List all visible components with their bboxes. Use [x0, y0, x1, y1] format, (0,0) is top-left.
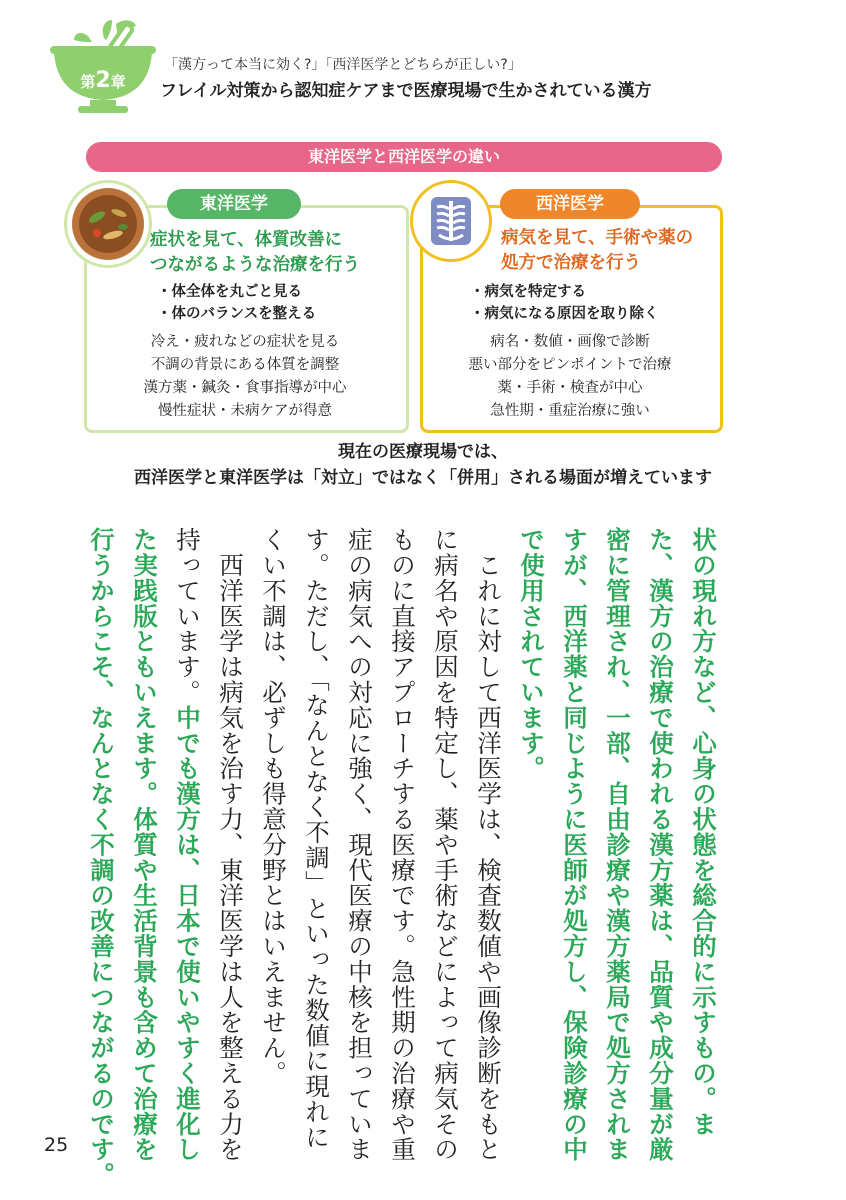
- east-medicine-label: 東洋医学: [167, 189, 301, 219]
- east-point: ・体のバランスを整える: [157, 306, 317, 322]
- west-item: 薬・手術・検査が中心: [497, 380, 643, 396]
- body-column: す。ただし、「なんとなく不調」といった数値に現れに: [302, 527, 331, 1150]
- body-column: 密に管理され、一部、自由診療や漢方薬局で処方されま: [603, 527, 632, 1162]
- east-headline: [150, 228, 360, 278]
- east-headline-line: 症状を見て、体質改善に: [150, 230, 343, 250]
- herb-bowl-icon: [44, 16, 162, 116]
- west-points: [470, 281, 659, 325]
- body-column: で使用されています。: [517, 527, 546, 781]
- east-point: ・体全体を丸ごと見る: [157, 284, 302, 300]
- east-item: 漢方薬・鍼灸・食事指導が中心: [143, 380, 347, 396]
- xray-chest-icon: [410, 180, 492, 262]
- body-column: くい不調は、必ずしも得意分野とはいえません。: [259, 527, 288, 1086]
- west-item: 悪い部分をピンポイントで治療: [468, 357, 672, 373]
- east-points: [157, 281, 316, 325]
- west-headline: [501, 226, 693, 276]
- body-column: すが、西洋薬と同じように医師が処方し、保険診療の中: [560, 527, 589, 1162]
- east-item: 不調の背景にある体質を調整: [150, 357, 340, 373]
- west-headline-line: 病気を見て、手術や薬の: [501, 228, 694, 248]
- herbal-soup-icon: [64, 180, 152, 268]
- body-column: 行うからこそ、なんとなく不調の改善につながるのです。: [87, 527, 116, 1188]
- east-items: [110, 331, 380, 423]
- west-point: ・病気を特定する: [470, 284, 586, 300]
- body-column: [170, 527, 204, 1162]
- body-column: 西洋医学は病気を治す力、東洋医学は人を整える力を: [216, 527, 245, 1162]
- west-medicine-label: 西洋医学: [500, 189, 640, 219]
- body-column: 症の病気への対応に強く、現代医療の中核を担っていま: [345, 527, 374, 1162]
- chapter-prefix: 第: [80, 73, 96, 91]
- summary-line: 現在の医療現場では、: [338, 442, 508, 462]
- chapter-suffix: 章: [110, 73, 126, 91]
- body-column: 状の現れ方など、心身の状態を総合的に示すもの。ま: [689, 527, 718, 1137]
- body-column: ものに直接アプローチする医療です。急性期の治療や重: [388, 527, 417, 1162]
- body-column: た、漢方の治療で使われる漢方薬は、品質や成分量が厳: [646, 527, 675, 1162]
- page-number: 25: [44, 1134, 69, 1156]
- east-item: 冷え・疲れなどの症状を見る: [150, 334, 340, 350]
- chapter-label: [72, 70, 134, 93]
- east-item: 慢性症状・未病ケアが得意: [158, 403, 332, 419]
- chapter-title: フレイル対策から認知症ケアまで医療現場で生かされている漢方: [160, 81, 652, 101]
- east-headline-line: つながるような治療を行う: [150, 255, 360, 275]
- west-headline-line: 処方で治療を行う: [501, 253, 641, 273]
- summary-line: 西洋医学と東洋医学は「対立」ではなく「併用」される場面が増えています: [134, 468, 712, 488]
- chapter-number: 2: [95, 68, 111, 93]
- body-column: に病名や原因を特定し、薬や手術などによって病気その: [431, 527, 460, 1162]
- chapter-subtitle: 「漢方って本当に効く?」「西洋医学とどちらが正しい?」: [164, 57, 522, 73]
- west-item: 病名・数値・画像で診断: [490, 334, 650, 350]
- body-column-highlight: 中でも漢方は、日本で使いやすく進化し: [173, 704, 202, 1163]
- west-point: ・病気になる原因を取り除く: [470, 306, 659, 322]
- comparison-banner: 東洋医学と西洋医学の違い: [86, 142, 722, 172]
- body-column-part: 持っています。: [173, 527, 202, 705]
- west-item: 急性期・重症治療に強い: [490, 403, 650, 419]
- body-column: た実践版ともいえます。体質や生活背景も含めて治療を: [130, 527, 159, 1162]
- body-column: これに対して西洋医学は、検査数値や画像診断をもと: [474, 527, 503, 1162]
- comparison-summary: [60, 439, 786, 491]
- west-items: [440, 331, 700, 423]
